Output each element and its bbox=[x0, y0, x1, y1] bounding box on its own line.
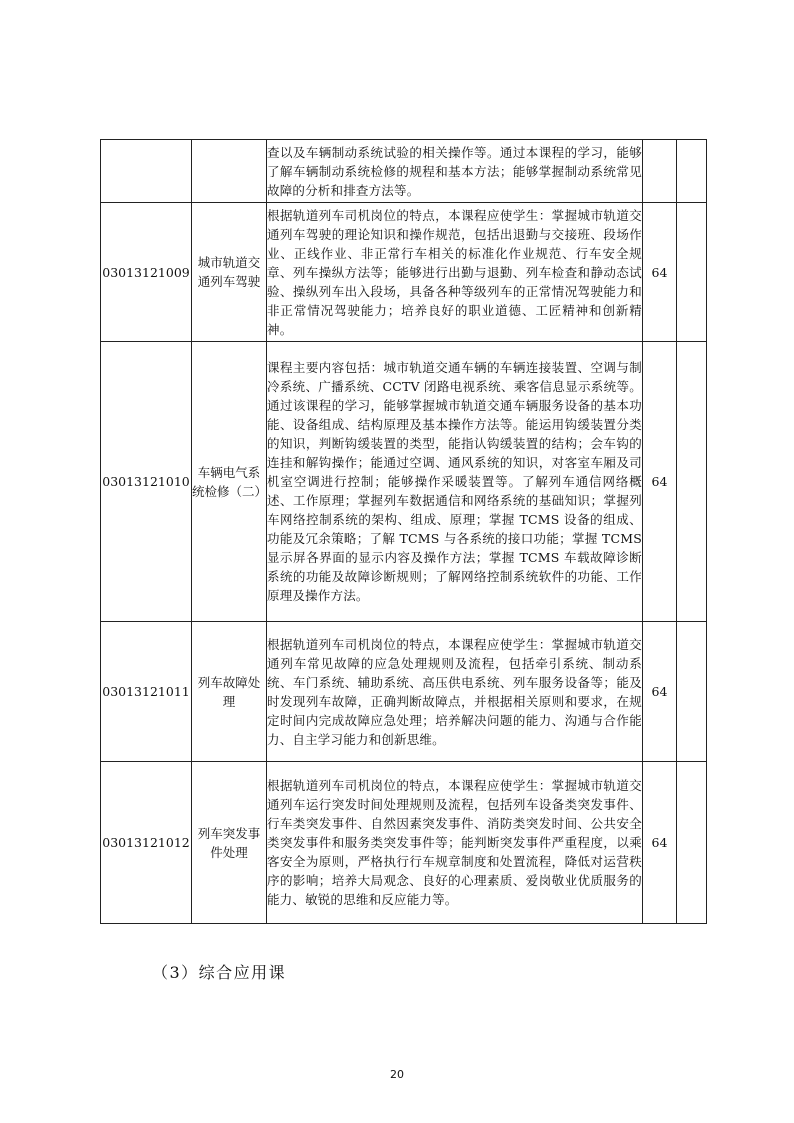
course-hours: 64 bbox=[643, 762, 677, 924]
empty-cell bbox=[677, 762, 707, 924]
section-heading: （3）综合应用课 bbox=[152, 963, 287, 982]
empty-cell bbox=[677, 342, 707, 622]
course-name: 车辆电气系统检修（二） bbox=[192, 342, 267, 622]
course-code: 03013121012 bbox=[101, 762, 192, 924]
course-table bbox=[100, 139, 707, 924]
table-row bbox=[101, 203, 707, 342]
course-description: 根据轨道列车司机岗位的特点，本课程应使学生：掌握城市轨道交通列车驾驶的理论知识和操作规范，包括出退勤与交接班、段场作业、正线作业、非正常行车相关的标准化作业规范、行车安全规章、列车操纵方法等；能够进行出勤与退勤、列车检查和静动态试验、操纵列车出入段场，具备各种等级列车的正常情况驾驶能力和非正常情况驾驶能力；培养良好的职业道德、工匠精神和创新精神。 bbox=[267, 203, 643, 342]
course-hours: 64 bbox=[643, 342, 677, 622]
table-row bbox=[101, 622, 707, 762]
course-name: 列车故障处理 bbox=[192, 622, 267, 762]
table-row bbox=[101, 140, 707, 203]
table-row bbox=[101, 342, 707, 622]
table-row bbox=[101, 762, 707, 924]
course-description: 根据轨道列车司机岗位的特点，本课程应使学生：掌握城市轨道交通列车运行突发时间处理规则及流程，包括列车设备类突发事件、行车类突发事件、自然因素突发事件、消防类突发时间、公共安全类突发事件和服务类突发事件等；能判断突发事件严重程度，以乘客安全为原则，严格执行行车规章制度和处置流程，降低对运营秩序的影响；培养大局观念、良好的心理素质、爱岗敬业优质服务的能力、敏锐的思维和反应能力等。 bbox=[267, 762, 643, 924]
empty-cell bbox=[677, 140, 707, 203]
course-code: 03013121010 bbox=[101, 342, 192, 622]
empty-cell bbox=[677, 622, 707, 762]
course-hours bbox=[643, 140, 677, 203]
course-name: 列车突发事件处理 bbox=[192, 762, 267, 924]
course-description: 查以及车辆制动系统试验的相关操作等。通过本课程的学习，能够了解车辆制动系统检修的规程和基本方法；能够掌握制动系统常见故障的分析和排查方法等。 bbox=[267, 140, 643, 203]
empty-cell bbox=[677, 203, 707, 342]
page-number: 20 bbox=[390, 1068, 404, 1081]
course-description: 根据轨道列车司机岗位的特点，本课程应使学生：掌握城市轨道交通列车常见故障的应急处理规则及流程，包括牵引系统、制动系统、车门系统、辅助系统、高压供电系统、列车服务设备等；能及时发现列车故障，正确判断故障点，并根据相关原则和要求，在规定时间内完成故障应急处理；培养解决问题的能力、沟通与合作能力、自主学习能力和创新思维。 bbox=[267, 622, 643, 762]
course-code bbox=[101, 140, 192, 203]
course-description: 课程主要内容包括：城市轨道交通车辆的车辆连接装置、空调与制冷系统、广播系统、CCTV 闭路电视系统、乘客信息显示系统等。通过该课程的学习，能够掌握城市轨道交通车辆服务设备的基本功能、设备组成、结构原理及基本操作方法等。能运用钩缓装置分类的知识，判断钩缓装置的类型，能指认钩缓装置的结构；会车钩的连挂和解钩操作；能通过空调、通风系统的知识，对客室车厢及司机室空调进行控制；能够操作采暖装置等。了解列车通信网络概述、工作原理；掌握列车数据通信和网络系统的基础知识；掌握列车网络控制系统的架构、组成、原理；掌握 TCMS 设备的组成、功能及冗余策略；了解 TCMS 与各系统的接口功能；掌握 TCMS 显示屏各界面的显示内容及操作方法；掌握 TCMS 车载故障诊断系统的功能及故障诊断规则；了解网络控制系统软件的功能、工作原理及操作方法。 bbox=[267, 342, 643, 622]
course-hours: 64 bbox=[643, 203, 677, 342]
course-name bbox=[192, 140, 267, 203]
course-code: 03013121009 bbox=[101, 203, 192, 342]
course-code: 03013121011 bbox=[101, 622, 192, 762]
course-hours: 64 bbox=[643, 622, 677, 762]
course-name: 城市轨道交通列车驾驶 bbox=[192, 203, 267, 342]
